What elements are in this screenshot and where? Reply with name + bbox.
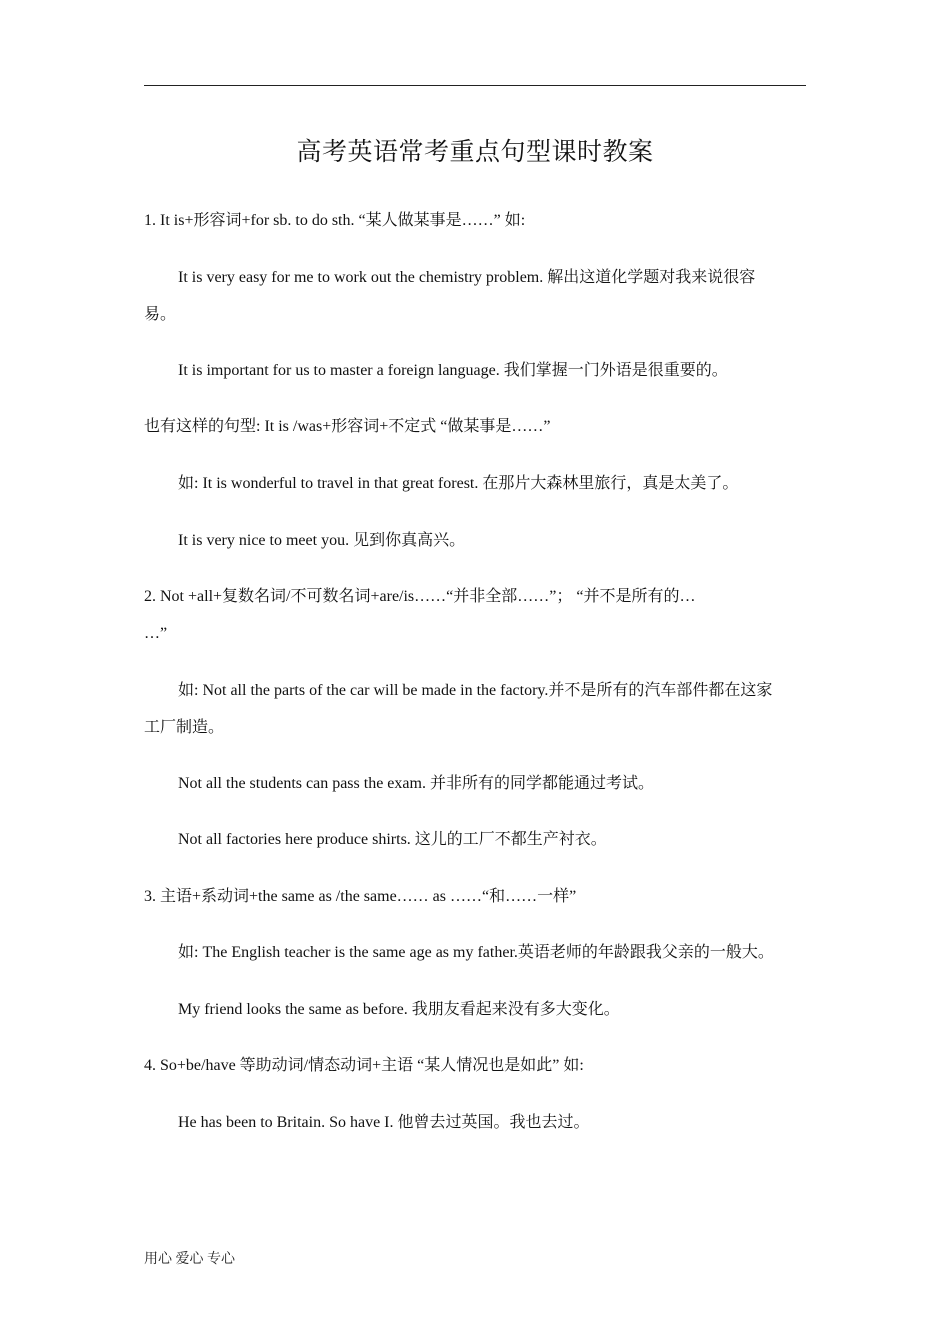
top-rule — [144, 85, 806, 86]
text-line: 2. Not +all+复数名词/不可数名词+are/is……“并非全部……”； “并不是所有的… — [144, 588, 696, 605]
text-line: It is very nice to meet you. 见到你真高兴。 — [178, 532, 466, 549]
text-line: It is important for us to master a foreign language. 我们掌握一门外语是很重要的。 — [178, 362, 728, 379]
page-footer: 用心 爱心 专心 — [144, 1252, 235, 1267]
text-line: He has been to Britain. So have I. 他曾去过英国。我也去过。 — [178, 1114, 590, 1131]
text-line: 3. 主语+系动词+the same as /the same…… as ……“和……一样” — [144, 888, 577, 905]
text-line: 工厂制造。 — [144, 719, 225, 736]
text-line: 4. So+be/have 等助动词/情态动词+主语 “某人情况也是如此” 如: — [144, 1057, 584, 1074]
text-line: 如: It is wonderful to travel in that great forest. 在那片大森林里旅行，真是太美了。 — [178, 475, 739, 492]
text-line: …” — [144, 625, 168, 642]
text-line: Not all factories here produce shirts. 这儿的工厂不都生产衬衣。 — [178, 831, 607, 848]
text-line: 如: Not all the parts of the car will be made in the factory.并不是所有的汽车部件都在这家 — [178, 682, 773, 699]
text-line: It is very easy for me to work out the chemistry problem. 解出这道化学题对我来说很容 — [178, 269, 756, 286]
text-line: 1. It is+形容词+for sb. to do sth. “某人做某事是……” 如: — [144, 212, 526, 229]
page-title: 高考英语常考重点句型课时教案 — [296, 137, 654, 166]
text-line: 易。 — [144, 306, 177, 323]
text-line: 也有这样的句型: It is /was+形容词+不定式 “做某事是……” — [144, 418, 551, 435]
text-line: 如: The English teacher is the same age as my father.英语老师的年龄跟我父亲的一般大。 — [178, 944, 774, 961]
text-line: Not all the students can pass the exam. 并非所有的同学都能通过考试。 — [178, 775, 654, 792]
text-line: My friend looks the same as before. 我朋友看起来没有多大变化。 — [178, 1001, 620, 1018]
